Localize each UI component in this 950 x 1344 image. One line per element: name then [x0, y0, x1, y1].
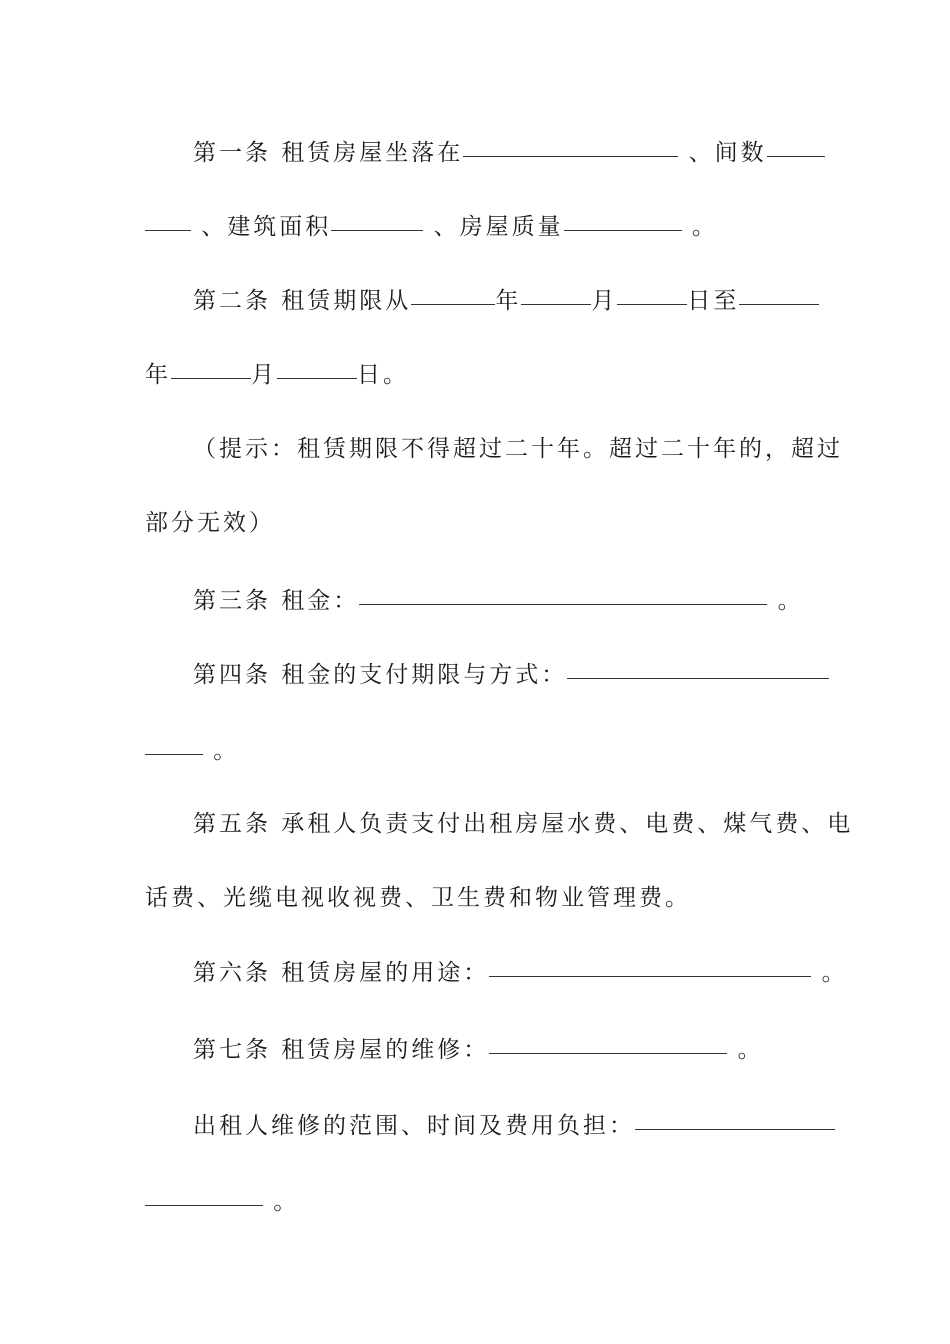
- tip-line-2: [145, 505, 275, 541]
- repair-end: 。: [263, 1189, 300, 1215]
- start-day-blank[interactable]: [617, 303, 687, 305]
- clause-6-line: [193, 955, 848, 991]
- clause-1-text-d: 、房屋质量: [423, 214, 564, 240]
- repair-line-2: [145, 1184, 299, 1220]
- end-day-blank[interactable]: [277, 377, 357, 379]
- clause-2-day-to-label: 日至: [687, 288, 740, 314]
- repair-scope-blank[interactable]: [635, 1128, 835, 1130]
- clause-2-year-label: 年: [495, 288, 522, 314]
- rent-blank[interactable]: [359, 603, 767, 605]
- clause-6-text: 第六条 租赁房屋的用途：: [193, 960, 490, 986]
- end-month-blank[interactable]: [171, 377, 251, 379]
- repair-line-1: [193, 1108, 835, 1144]
- clause-5-line-1: [193, 806, 853, 842]
- clause-5-line-2: [145, 880, 691, 916]
- start-year-blank[interactable]: [411, 303, 495, 305]
- usage-blank[interactable]: [489, 975, 811, 977]
- clause-3-text: 第三条 租金：: [193, 588, 360, 614]
- clause-7-text: 第七条 租赁房屋的维修：: [193, 1037, 490, 1063]
- clause-1-line-2: [145, 209, 718, 245]
- end-year-blank[interactable]: [739, 303, 819, 305]
- clause-4-end: 。: [203, 738, 240, 764]
- clause-1-text-a: 第一条 租赁房屋坐落在: [193, 140, 464, 166]
- clause-5-text-1: 第五条 承租人负责支付出租房屋水费、电费、煤气费、电: [193, 811, 854, 837]
- clause-1-line-1: [193, 135, 825, 171]
- clause-4-text: 第四条 租金的支付期限与方式：: [193, 662, 568, 688]
- clause-6-end: 。: [811, 960, 848, 986]
- clause-4-line-1: [193, 657, 829, 693]
- clause-2-line-2: [145, 357, 409, 393]
- area-blank[interactable]: [331, 229, 423, 231]
- clause-2-end-day-label: 日。: [357, 362, 409, 388]
- room-count-blank-cont[interactable]: [145, 229, 191, 231]
- quality-blank[interactable]: [564, 229, 682, 231]
- clause-2-end-year-label: 年: [145, 362, 171, 388]
- tip-line-1: [193, 431, 843, 467]
- repair-text: 出租人维修的范围、时间及费用负担：: [193, 1113, 635, 1139]
- clause-2-text-a: 第二条 租赁期限从: [193, 288, 412, 314]
- maintenance-blank[interactable]: [489, 1052, 727, 1054]
- clause-1-text-c: 、建筑面积: [191, 214, 332, 240]
- location-blank[interactable]: [463, 155, 678, 157]
- clause-2-end-month-label: 月: [251, 362, 277, 388]
- repair-scope-blank-cont[interactable]: [145, 1204, 263, 1206]
- clause-7-end: 。: [727, 1037, 764, 1063]
- clause-1-text-b: 、间数: [678, 140, 767, 166]
- clause-5-text-2: 话费、光缆电视收视费、卫生费和物业管理费。: [145, 885, 691, 911]
- clause-1-text-e: 。: [681, 214, 718, 240]
- clause-3-end: 。: [767, 588, 804, 614]
- clause-2-line-1: [193, 283, 819, 319]
- clause-3-line: [193, 583, 804, 619]
- clause-7-line: [193, 1032, 764, 1068]
- tip-text-1: （提示：租赁期限不得超过二十年。超过二十年的，超过: [193, 436, 843, 462]
- payment-terms-blank[interactable]: [567, 677, 829, 679]
- start-month-blank[interactable]: [521, 303, 591, 305]
- clause-2-month-label: 月: [591, 288, 618, 314]
- payment-terms-blank-cont[interactable]: [145, 753, 203, 755]
- clause-4-line-2: [145, 733, 239, 769]
- room-count-blank[interactable]: [767, 155, 825, 157]
- tip-text-2: 部分无效）: [145, 510, 275, 536]
